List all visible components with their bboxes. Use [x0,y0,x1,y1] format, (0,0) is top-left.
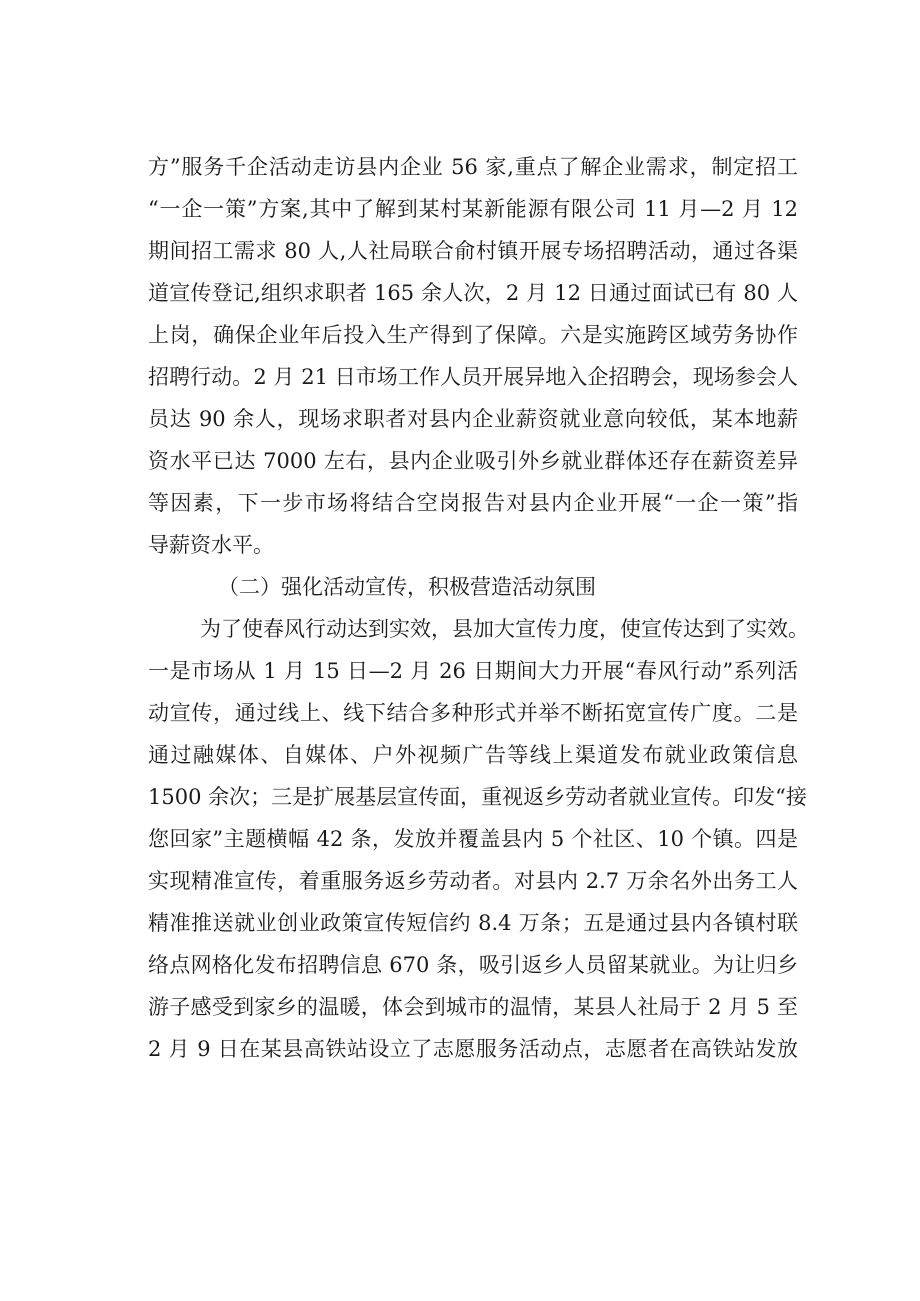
paragraph-line: 等因素，下一步市场将结合空岗报告对县内企业开展“一企一策”指 [148,491,798,515]
paragraph-line: 1500 余次；三是扩展基层宣传面，重视返乡劳动者就业宣传。印发“接 [148,785,807,809]
paragraph-line: 精准推送就业创业政策宣传短信约 8.4 万条；五是通过县内各镇村联 [148,911,798,935]
paragraph-line: 动宣传，通过线上、线下结合多种形式并举不断拓宽宣传广度。二是 [148,701,798,725]
paragraph-line: 道宣传登记,组织求职者 165 余人次，2 月 12 日通过面试已有 80 人 [148,281,798,305]
paragraph-line: 员达 90 余人，现场求职者对县内企业薪资就业意向较低，某本地薪 [148,407,798,431]
paragraph-line: “一企一策”方案,其中了解到某村某新能源有限公司 11 月—2 月 12 [148,197,798,221]
paragraph-line: 实现精准宣传，着重服务返乡劳动者。对县内 2.7 万余名外出务工人 [148,869,798,893]
paragraph-line: 络点网格化发布招聘信息 670 条，吸引返乡人员留某就业。为让归乡 [148,953,798,977]
paragraph-line: 2 月 9 日在某县高铁站设立了志愿服务活动点，志愿者在高铁站发放 [148,1037,798,1061]
paragraph-line: 一是市场从 1 月 15 日—2 月 26 日期间大力开展“春风行动”系列活 [148,659,798,683]
section-heading: （二）强化活动宣传，积极营造活动氛围 [218,575,596,599]
paragraph-line: 导薪资水平。 [148,533,274,557]
paragraph-line: 上岗，确保企业年后投入生产得到了保障。六是实施跨区域劳务协作 [148,323,798,347]
paragraph-line: 期间招工需求 80 人,人社局联合俞村镇开展专场招聘活动，通过各渠 [148,239,798,263]
paragraph-line: 游子感受到家乡的温暖，体会到城市的温情，某县人社局于 2 月 5 至 [148,995,798,1019]
paragraph-line: 资水平已达 7000 左右，县内企业吸引外乡就业群体还存在薪资差异 [148,449,798,473]
paragraph-line: 通过融媒体、自媒体、户外视频广告等线上渠道发布就业政策信息 [148,743,798,767]
paragraph-line: 招聘行动。2 月 21 日市场工作人员开展异地入企招聘会，现场参会人 [148,365,798,389]
paragraph-line: 为了使春风行动达到实效，县加大宣传力度，使宣传达到了实效。 [200,617,809,641]
paragraph-line: 您回家”主题横幅 42 条，发放并覆盖县内 5 个社区、10 个镇。四是 [148,827,798,851]
paragraph-line: 方”服务千企活动走访县内企业 56 家,重点了解企业需求，制定招工 [148,155,798,179]
document-body [148,146,809,1070]
